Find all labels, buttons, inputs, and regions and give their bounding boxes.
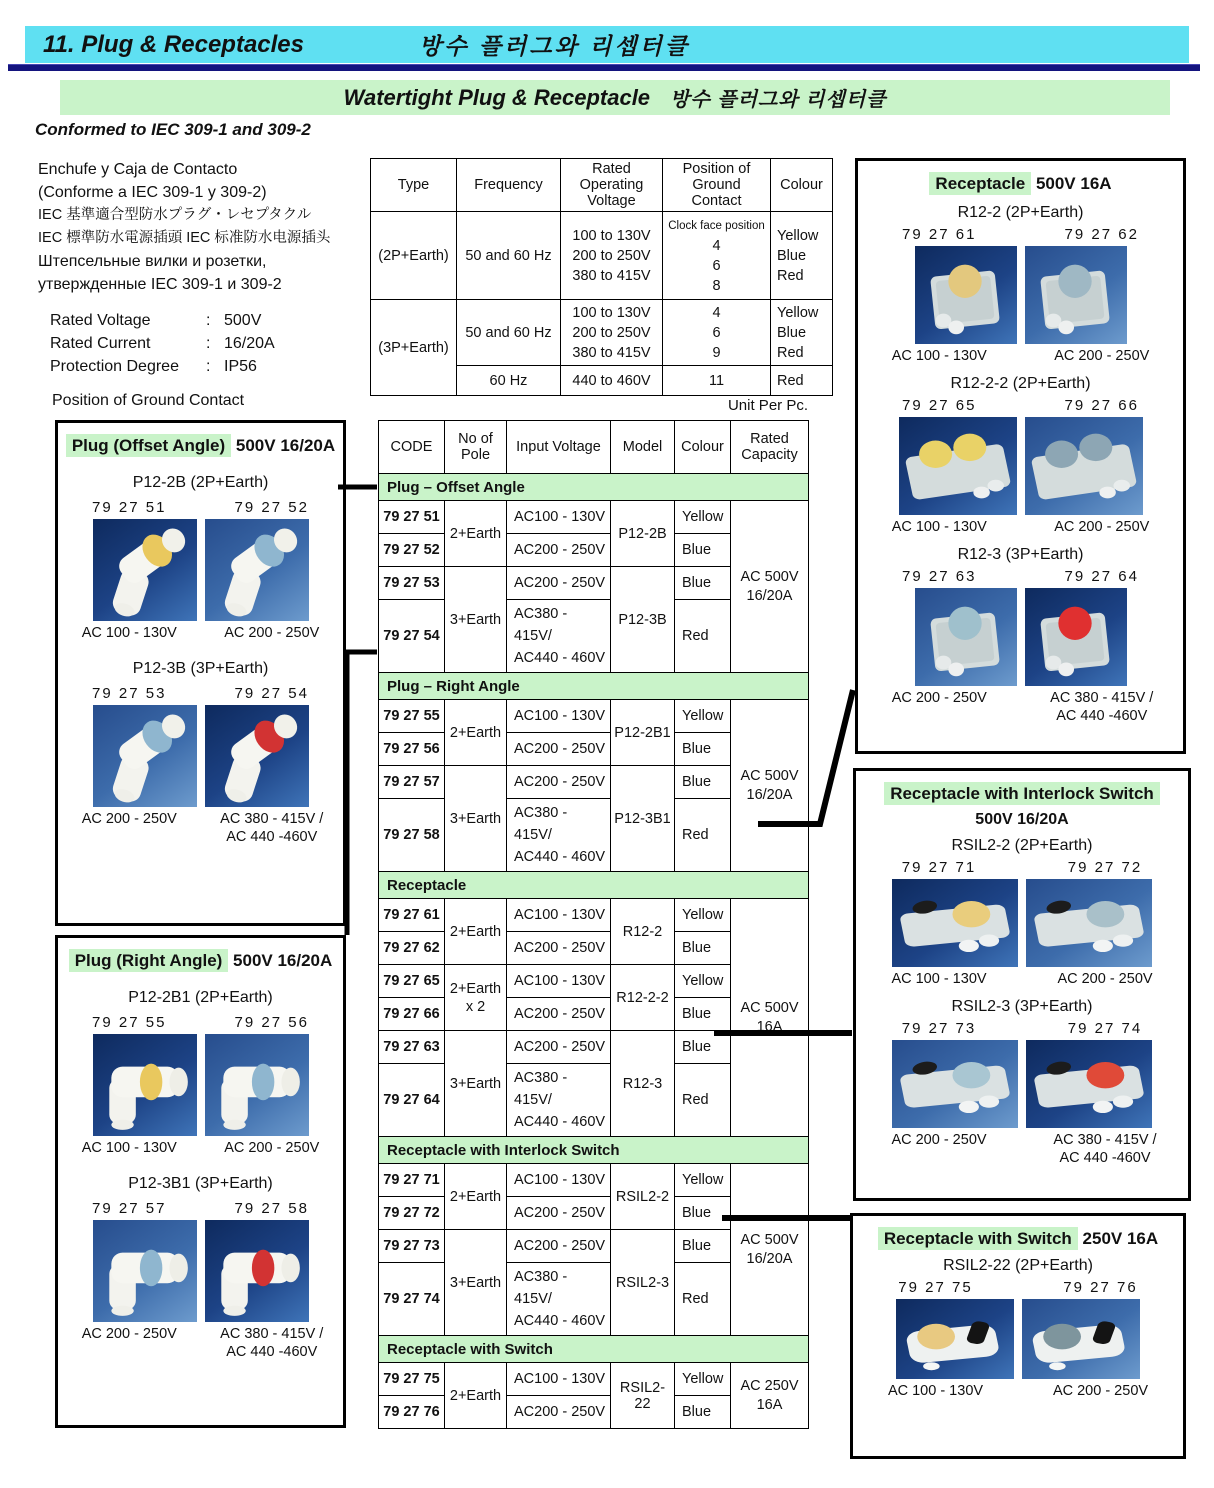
- product-photo: [93, 1220, 197, 1322]
- colour-cell: Blue: [675, 1031, 731, 1064]
- model-heading: R12-2-2 (2P+Earth): [950, 375, 1091, 392]
- code-cell: 79 27 75: [379, 1363, 445, 1396]
- pole-cell: 2+Earth: [445, 501, 507, 567]
- model-cell: R12-2-2: [611, 965, 675, 1031]
- spec-col-colour: Colour: [771, 159, 833, 212]
- code-labels: 79 27 53 79 27 54: [92, 685, 309, 702]
- colour-cell: Blue: [675, 567, 731, 600]
- voltage-cell: AC100 - 130V: [507, 965, 611, 998]
- colour-cell: Blue: [675, 1230, 731, 1263]
- colour-cell: Yellow: [675, 1363, 731, 1396]
- model-cell: P12-3B: [611, 567, 675, 673]
- table-row: [379, 1363, 809, 1396]
- spec-colour: Red: [771, 366, 833, 396]
- table-section-band: Receptacle: [379, 872, 809, 899]
- intro-line-zh: IEC 標準防水電源插頭 IEC 标准防水电源插头: [38, 230, 331, 246]
- order-col-model: Model: [611, 421, 675, 474]
- colour-cell: Yellow: [675, 899, 731, 932]
- code-cell: 79 27 63: [379, 1031, 445, 1064]
- pole-cell: 2+Earth x 2: [445, 965, 507, 1031]
- code-cell: 79 27 52: [379, 534, 445, 567]
- voltage-cell: AC380 - 415V/ AC440 - 460V: [507, 799, 611, 872]
- colour-cell: Red: [675, 600, 731, 673]
- code-cell: 79 27 71: [379, 1164, 445, 1197]
- table-section-band: Plug – Offset Angle: [379, 474, 809, 501]
- page-title-korean: 방수 플러그와 리셉터클: [419, 33, 690, 59]
- code-cell: 79 27 58: [379, 799, 445, 872]
- product-photo: [1025, 246, 1127, 344]
- ground-contact-note: Position of Ground Contact: [52, 392, 245, 409]
- panel-title: Receptacle 500V 16A: [858, 174, 1183, 194]
- panel-title: Receptacle with Interlock Switch: [856, 784, 1188, 804]
- voltage-cell: AC380 - 415V/ AC440 - 460V: [507, 1263, 611, 1336]
- pole-cell: 3+Earth: [445, 1031, 507, 1137]
- panel-rating: 500V 16/20A: [975, 811, 1069, 828]
- colour-cell: Yellow: [675, 965, 731, 998]
- spec-voltages: 100 to 130V 200 to 250V 380 to 415V: [561, 300, 663, 366]
- photo-captions: AC 200 - 250V AC 380 - 415V / AC 440 -460V: [891, 1132, 1157, 1166]
- order-col-pole: No of Pole: [445, 421, 507, 474]
- colour-cell: Blue: [675, 998, 731, 1031]
- photo-captions: AC 100 - 130V AC 200 - 250V: [891, 348, 1150, 364]
- photo-captions: AC 100 - 130V AC 200 - 250V: [891, 519, 1150, 535]
- model-cell: RSIL2-2: [611, 1164, 675, 1230]
- code-labels: 79 27 61 79 27 62: [902, 226, 1139, 243]
- pole-cell: 3+Earth: [445, 567, 507, 673]
- code-cell: 79 27 65: [379, 965, 445, 998]
- intro-line-jp: IEC 基準適合型防水プラグ・レセプタクル: [38, 207, 312, 223]
- product-photo: [1026, 879, 1152, 967]
- panel-receptacle-switch: [850, 1213, 1186, 1459]
- photo-captions: AC 100 - 130V AC 200 - 250V: [81, 625, 320, 641]
- clock-face-note: Clock face position: [668, 219, 765, 232]
- intro-line-es1: Enchufe y Caja de Contacto: [38, 161, 238, 178]
- colour-cell: Blue: [675, 534, 731, 567]
- pole-cell: 2+Earth: [445, 899, 507, 965]
- code-labels: 79 27 65 79 27 66: [902, 397, 1139, 414]
- code-cell: 79 27 56: [379, 733, 445, 766]
- pole-cell: 2+Earth: [445, 700, 507, 766]
- code-cell: 79 27 76: [379, 1396, 445, 1429]
- unit-per-pc-note: Unit Per Pc.: [727, 397, 808, 414]
- voltage-cell: AC200 - 250V: [507, 1230, 611, 1263]
- voltage-cell: AC100 - 130V: [507, 501, 611, 534]
- colour-cell: Red: [675, 799, 731, 872]
- photo-captions: AC 100 - 130V AC 200 - 250V: [891, 971, 1153, 987]
- model-heading: RSIL2-3 (3P+Earth): [951, 998, 1093, 1015]
- voltage-cell: AC200 - 250V: [507, 766, 611, 799]
- product-photo: [1025, 588, 1127, 686]
- rating-value: IP56: [224, 358, 257, 375]
- spec-col-ground: Position of Ground Contact: [663, 159, 771, 212]
- photo-captions: AC 200 - 250V AC 380 - 415V / AC 440 -460V: [891, 690, 1154, 724]
- colour-cell: Blue: [675, 733, 731, 766]
- intro-line-es2: (Conforme a IEC 309-1 y 309-2): [38, 184, 267, 201]
- panel-plug-right-angle: [55, 935, 346, 1428]
- spec-position: 11: [663, 366, 771, 396]
- pole-cell: 2+Earth: [445, 1164, 507, 1230]
- product-photo: [899, 417, 1017, 515]
- rated-cell: AC 250V 16A: [731, 1363, 809, 1429]
- model-cell: RSIL2-3: [611, 1230, 675, 1336]
- code-cell: 79 27 62: [379, 932, 445, 965]
- rating-value: 16/20A: [224, 335, 275, 352]
- model-cell: P12-2B: [611, 501, 675, 567]
- colour-cell: Blue: [675, 1396, 731, 1429]
- product-photo: [205, 519, 309, 621]
- table-row: [379, 700, 809, 733]
- intro-line-ru1: Штепсельные вилки и розетки,: [38, 253, 267, 270]
- colour-cell: Yellow: [675, 501, 731, 534]
- rated-cell: AC 500V 16A: [731, 899, 809, 1137]
- spec-frequency: 60 Hz: [457, 366, 561, 396]
- model-cell: RSIL2-22: [611, 1363, 675, 1429]
- code-labels: 79 27 75 79 27 76: [898, 1279, 1138, 1296]
- panel-title: Plug (Right Angle) 500V 16/20A: [58, 951, 343, 971]
- spec-frequency: 50 and 60 Hz: [457, 300, 561, 366]
- spec-col-frequency: Frequency: [457, 159, 561, 212]
- order-table: [378, 420, 809, 1429]
- panel-title: Receptacle with Switch 250V 16A: [853, 1229, 1183, 1249]
- colour-cell: Yellow: [675, 700, 731, 733]
- colour-cell: Blue: [675, 766, 731, 799]
- code-cell: 79 27 51: [379, 501, 445, 534]
- banner-title-korean: 방수 플러그와 리셉터클: [670, 89, 887, 111]
- banner-title: Watertight Plug & Receptacle: [343, 84, 651, 110]
- voltage-cell: AC200 - 250V: [507, 1197, 611, 1230]
- page-title: 11. Plug & Receptacles: [43, 30, 304, 58]
- model-heading: RSIL2-22 (2P+Earth): [943, 1257, 1093, 1274]
- product-photo: [896, 1299, 1014, 1379]
- voltage-cell: AC200 - 250V: [507, 932, 611, 965]
- pole-cell: 2+Earth: [445, 1363, 507, 1429]
- intro-line-ru2: утвержденные IEC 309-1 и 309-2: [38, 276, 282, 293]
- code-labels: 79 27 51 79 27 52: [92, 499, 309, 516]
- product-photo: [1026, 1040, 1152, 1128]
- rated-cell: AC 500V 16/20A: [731, 1164, 809, 1336]
- code-cell: 79 27 73: [379, 1230, 445, 1263]
- panel-receptacle-interlock-switch: [853, 768, 1191, 1201]
- photo-captions: AC 100 - 130V AC 200 - 250V: [81, 1140, 320, 1156]
- spec-type: (2P+Earth): [371, 212, 457, 300]
- spec-positions: Clock face position 4 6 8: [663, 212, 771, 300]
- rated-cell: AC 500V 16/20A: [731, 700, 809, 872]
- spec-voltage: 440 to 460V: [561, 366, 663, 396]
- voltage-cell: AC100 - 130V: [507, 1164, 611, 1197]
- product-photo: [915, 588, 1017, 686]
- pole-cell: 3+Earth: [445, 766, 507, 872]
- spec-colours: Yellow Blue Red: [771, 300, 833, 366]
- conformance-note: Conformed to IEC 309-1 and 309-2: [35, 120, 311, 139]
- rating-row: Rated Current : 16/20A: [50, 332, 368, 355]
- model-cell: P12-2B1: [611, 700, 675, 766]
- order-col-voltage: Input Voltage: [507, 421, 611, 474]
- table-row: [379, 1164, 809, 1197]
- rating-row: Protection Degree : IP56: [50, 355, 368, 378]
- order-col-rated: Rated Capacity: [731, 421, 809, 474]
- product-photo: [892, 1040, 1018, 1128]
- product-photo: [915, 246, 1017, 344]
- colour-cell: Red: [675, 1263, 731, 1336]
- code-cell: 79 27 74: [379, 1263, 445, 1336]
- voltage-cell: AC100 - 130V: [507, 700, 611, 733]
- product-photo: [93, 705, 197, 807]
- intro-text: [38, 158, 368, 412]
- model-heading: P12-3B1 (3P+Earth): [128, 1175, 273, 1192]
- spec-col-voltage: Rated Operating Voltage: [561, 159, 663, 212]
- model-heading: P12-2B1 (2P+Earth): [128, 989, 273, 1006]
- rated-cell: AC 500V 16/20A: [731, 501, 809, 673]
- spec-voltages: 100 to 130V 200 to 250V 380 to 415V: [561, 212, 663, 300]
- pole-cell: 3+Earth: [445, 1230, 507, 1336]
- code-cell: 79 27 66: [379, 998, 445, 1031]
- table-section-band: Receptacle with Switch: [379, 1336, 809, 1363]
- code-cell: 79 27 53: [379, 567, 445, 600]
- spec-col-type: Type: [371, 159, 457, 212]
- photo-captions: AC 100 - 130V AC 200 - 250V: [887, 1383, 1149, 1399]
- code-cell: 79 27 72: [379, 1197, 445, 1230]
- voltage-cell: AC380 - 415V/ AC440 - 460V: [507, 600, 611, 673]
- spec-colours: Yellow Blue Red: [771, 212, 833, 300]
- section-header-bar: [25, 26, 1189, 63]
- code-cell: 79 27 55: [379, 700, 445, 733]
- code-labels: 79 27 73 79 27 74: [901, 1020, 1143, 1037]
- voltage-cell: AC380 - 415V/ AC440 - 460V: [507, 1064, 611, 1137]
- voltage-cell: AC200 - 250V: [507, 567, 611, 600]
- voltage-cell: AC200 - 250V: [507, 733, 611, 766]
- order-col-code: CODE: [379, 421, 445, 474]
- product-photo: [93, 1034, 197, 1136]
- code-labels: 79 27 63 79 27 64: [902, 568, 1139, 585]
- model-cell: R12-2: [611, 899, 675, 965]
- model-heading: R12-2 (2P+Earth): [957, 204, 1084, 221]
- product-photo: [892, 879, 1018, 967]
- model-cell: R12-3: [611, 1031, 675, 1137]
- product-photo: [205, 1220, 309, 1322]
- table-section-band: Plug – Right Angle: [379, 673, 809, 700]
- model-heading: RSIL2-2 (2P+Earth): [951, 837, 1093, 854]
- spec-positions: 4 6 9: [663, 300, 771, 366]
- model-heading: P12-3B (3P+Earth): [132, 660, 269, 677]
- voltage-cell: AC200 - 250V: [507, 998, 611, 1031]
- panel-plug-offset-angle: [55, 420, 346, 926]
- voltage-cell: AC100 - 130V: [507, 1363, 611, 1396]
- code-cell: 79 27 64: [379, 1064, 445, 1137]
- voltage-cell: AC100 - 130V: [507, 899, 611, 932]
- header-rule: [8, 64, 1200, 71]
- colour-cell: Red: [675, 1064, 731, 1137]
- rating-row: Rated Voltage : 500V: [50, 309, 368, 332]
- code-cell: 79 27 61: [379, 899, 445, 932]
- spec-type: (3P+Earth): [371, 300, 457, 396]
- order-col-colour: Colour: [675, 421, 731, 474]
- panel-title: Plug (Offset Angle) 500V 16/20A: [58, 436, 343, 456]
- product-photo: [1025, 417, 1143, 515]
- product-photo: [93, 519, 197, 621]
- code-labels: 79 27 55 79 27 56: [92, 1014, 309, 1031]
- spec-frequency: 50 and 60 Hz: [457, 212, 561, 300]
- table-section-band: Receptacle with Interlock Switch: [379, 1137, 809, 1164]
- colour-cell: Blue: [675, 932, 731, 965]
- photo-captions: AC 200 - 250V AC 380 - 415V / AC 440 -460V: [81, 1326, 324, 1360]
- model-heading: R12-3 (3P+Earth): [957, 546, 1084, 563]
- model-cell: P12-3B1: [611, 766, 675, 872]
- banner: [60, 80, 1170, 115]
- product-photo: [205, 705, 309, 807]
- product-photo: [1022, 1299, 1140, 1379]
- code-labels: 79 27 57 79 27 58: [92, 1200, 309, 1217]
- colour-cell: Blue: [675, 1197, 731, 1230]
- table-row: [379, 899, 809, 932]
- table-row: [379, 501, 809, 534]
- ratings-list: [50, 309, 368, 378]
- colour-cell: Yellow: [675, 1164, 731, 1197]
- photo-captions: AC 200 - 250V AC 380 - 415V / AC 440 -460V: [81, 811, 324, 845]
- panel-receptacle: [855, 158, 1186, 754]
- model-heading: P12-2B (2P+Earth): [132, 474, 269, 491]
- code-cell: 79 27 57: [379, 766, 445, 799]
- code-cell: 79 27 54: [379, 600, 445, 673]
- voltage-cell: AC200 - 250V: [507, 1031, 611, 1064]
- spec-table: [370, 158, 833, 396]
- voltage-cell: AC200 - 250V: [507, 534, 611, 567]
- code-labels: 79 27 71 79 27 72: [901, 859, 1143, 876]
- product-photo: [205, 1034, 309, 1136]
- rating-value: 500V: [224, 312, 262, 329]
- voltage-cell: AC200 - 250V: [507, 1396, 611, 1429]
